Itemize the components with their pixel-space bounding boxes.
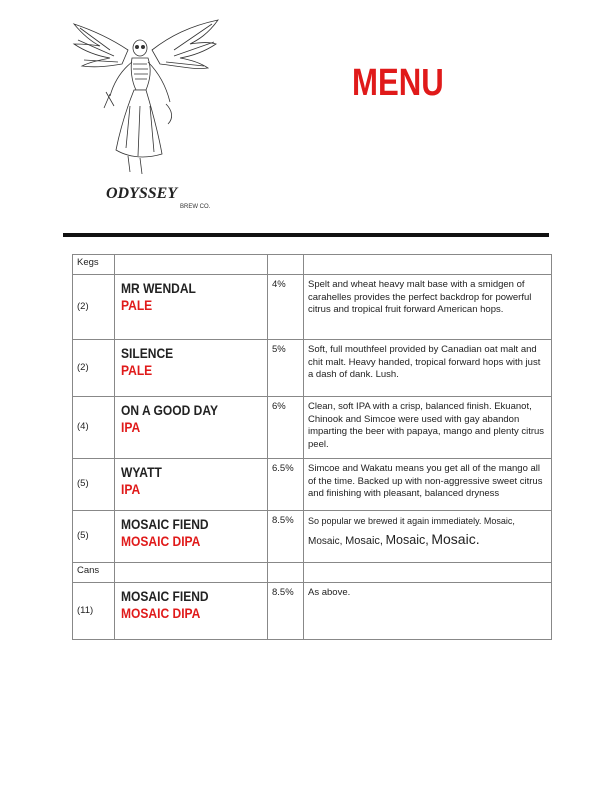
beer-name: MOSAIC FIEND bbox=[121, 588, 209, 604]
beer-style: IPA bbox=[121, 419, 141, 435]
beer-abv: 6.5% bbox=[268, 459, 304, 511]
keg-count: (2) bbox=[73, 275, 115, 340]
beer-abv: 8.5% bbox=[268, 511, 304, 563]
beer-abv: 4% bbox=[268, 275, 304, 340]
divider-rule bbox=[63, 233, 549, 237]
beer-description: Soft, full mouthfeel provided by Canadian oat malt and chit malt. Heavy handed, tropical forward hops with just a dash of dank. Lush. bbox=[304, 340, 552, 397]
menu-row bbox=[73, 275, 552, 340]
odyssey-logo bbox=[70, 10, 220, 215]
mosaic-word: Mosaic. bbox=[431, 530, 480, 547]
beer-style: MOSAIC DIPA bbox=[121, 605, 201, 621]
beer-style: PALE bbox=[121, 362, 153, 378]
keg-count: (5) bbox=[73, 459, 115, 511]
beer-name: MR WENDAL bbox=[121, 280, 196, 296]
beer-description bbox=[304, 511, 552, 563]
beer-name: SILENCE bbox=[121, 345, 174, 361]
svg-text:BREW CO.: BREW CO. bbox=[180, 204, 211, 210]
menu-row bbox=[73, 583, 552, 640]
beer-abv: 8.5% bbox=[268, 583, 304, 640]
beer-description: Simcoe and Wakatu means you get all of the mango all of the time. Backed up with non-aggressive sweet citrus and finishing with pleasant, balanced dryness bbox=[304, 459, 552, 511]
beer-style: MOSAIC DIPA bbox=[121, 533, 201, 549]
beer-name: WYATT bbox=[121, 464, 162, 480]
keg-count: (2) bbox=[73, 340, 115, 397]
beer-description: Spelt and wheat heavy malt base with a smidgen of carahelles provides the perfect backdrop for powerful citrus and tropical fruit forward American hops. bbox=[304, 275, 552, 340]
description-lead: So popular we brewed it again immediately. Mosaic, bbox=[308, 516, 515, 526]
can-count: (11) bbox=[73, 583, 115, 640]
keg-count: (4) bbox=[73, 397, 115, 459]
beer-description: Clean, soft IPA with a crisp, balanced finish. Ekuanot, Chinook and Simcoe were used with gay abandon imparting the beer with papaya, mango and plenty citrus peel. bbox=[304, 397, 552, 459]
menu-row bbox=[73, 511, 552, 563]
beer-abv: 6% bbox=[268, 397, 304, 459]
beer-name: MOSAIC FIEND bbox=[121, 516, 209, 532]
keg-count: (5) bbox=[73, 511, 115, 563]
menu-row bbox=[73, 397, 552, 459]
mosaic-word: Mosaic, bbox=[345, 534, 383, 547]
svg-text:ODYSSEY: ODYSSEY bbox=[106, 185, 178, 202]
mosaic-word: Mosaic, bbox=[385, 532, 429, 547]
section-label: Cans bbox=[73, 563, 115, 583]
page-title: MENU bbox=[352, 62, 444, 104]
beer-abv: 5% bbox=[268, 340, 304, 397]
section-label: Kegs bbox=[73, 255, 115, 275]
mosaic-word: Mosaic, bbox=[308, 535, 343, 547]
menu-row bbox=[73, 340, 552, 397]
beer-description: As above. bbox=[304, 583, 552, 640]
beer-name: ON A GOOD DAY bbox=[121, 402, 219, 418]
beer-style: PALE bbox=[121, 297, 153, 313]
menu-row bbox=[73, 459, 552, 511]
beer-menu-table bbox=[72, 254, 552, 640]
section-kegs bbox=[73, 255, 552, 275]
beer-style: IPA bbox=[121, 481, 141, 497]
section-cans bbox=[73, 563, 552, 583]
